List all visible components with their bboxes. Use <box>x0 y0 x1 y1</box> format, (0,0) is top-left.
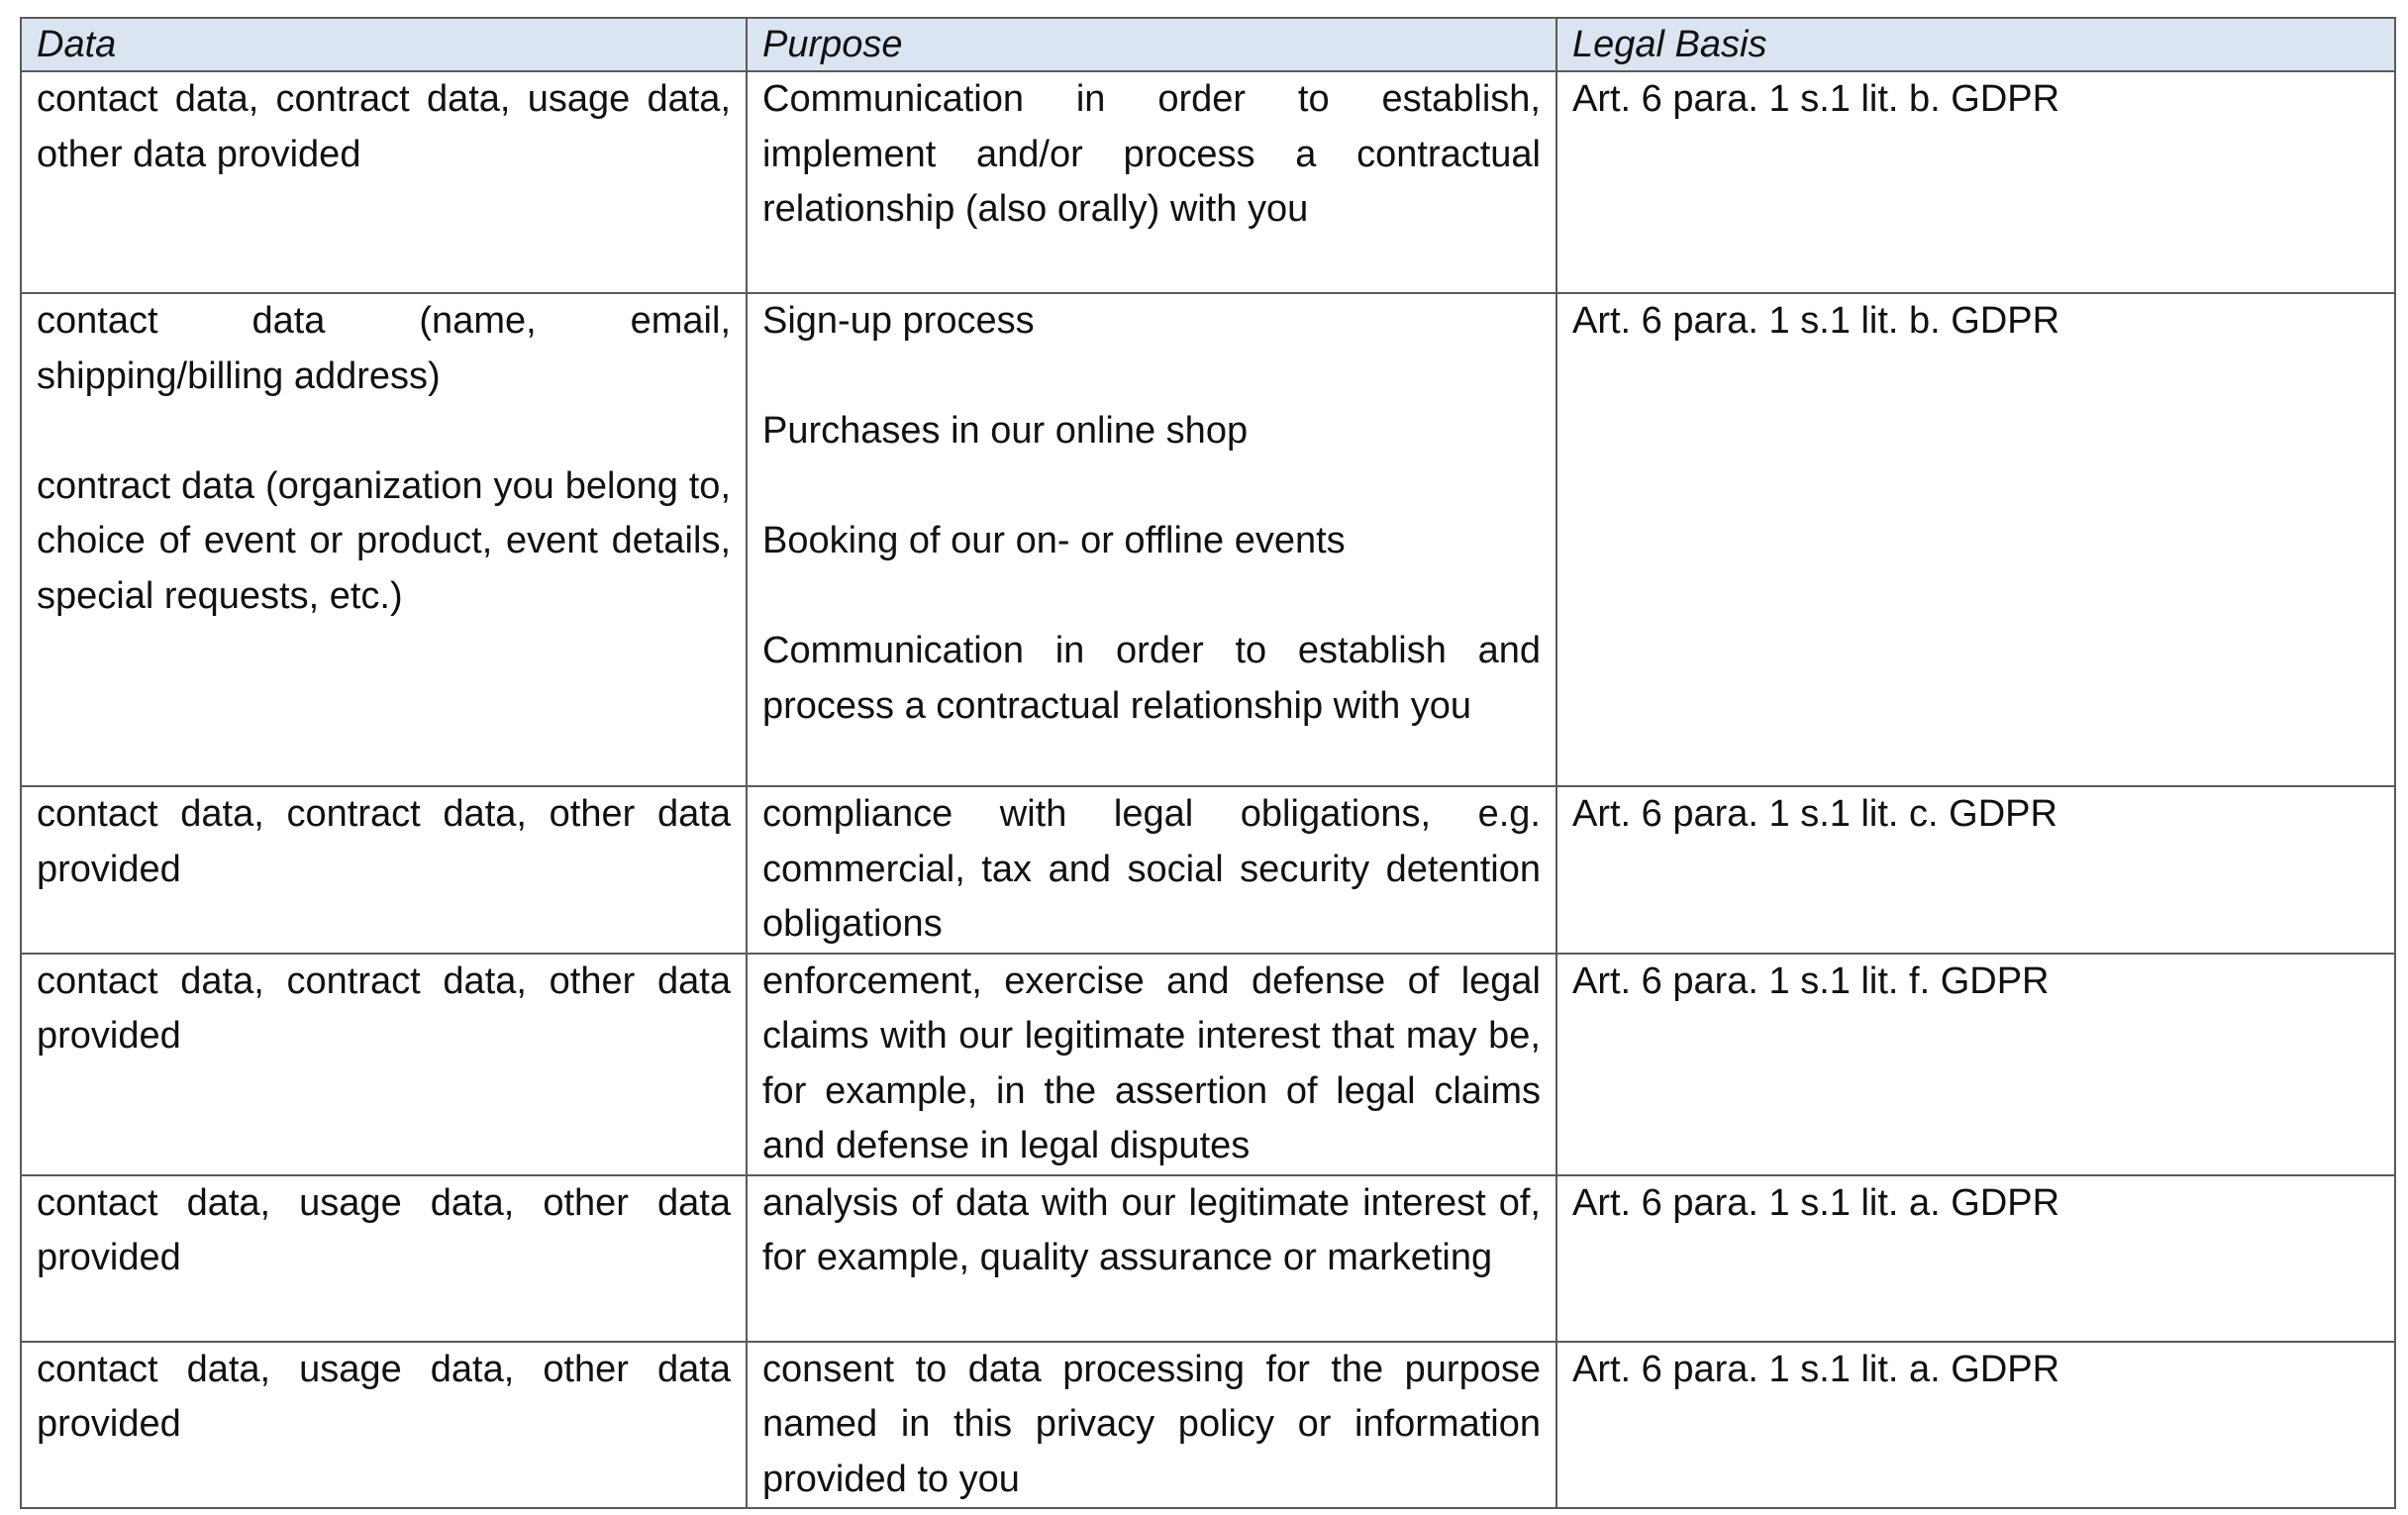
purpose-text: analysis of data with our legitimate interest of, for example, quality assurance or marketing <box>762 1181 1541 1278</box>
table-row <box>21 71 2395 293</box>
data-text: contact data, contract data, other data provided <box>37 793 731 890</box>
purpose-cell <box>747 954 1556 1175</box>
purpose-text: Sign-up process <box>762 300 1035 342</box>
data-cell <box>21 954 747 1175</box>
data-text: contract data (organization you belong to, choice of event or product, event details, special requests, etc.) <box>37 464 731 617</box>
purpose-text: Communication in order to establish and process a contractual relationship with you <box>762 630 1541 727</box>
legal-basis-cell: Art. 6 para. 1 s.1 lit. b. GDPR <box>1556 71 2395 293</box>
purpose-text: Purchases in our online shop <box>762 410 1249 452</box>
paragraph-gap <box>37 404 731 459</box>
paragraph-gap <box>762 350 1541 405</box>
header-row <box>21 18 2395 71</box>
purpose-cell <box>747 293 1556 786</box>
data-cell <box>21 71 747 293</box>
table-row <box>21 293 2395 786</box>
header-legal-basis: Legal Basis <box>1556 18 2395 71</box>
purpose-cell <box>747 1175 1556 1342</box>
purpose-cell <box>747 1342 1556 1509</box>
data-text: contact data, contract data, usage data, other data provided <box>37 78 731 175</box>
table-row <box>21 1342 2395 1509</box>
paragraph-gap <box>762 459 1541 515</box>
legal-basis-cell: Art. 6 para. 1 s.1 lit. a. GDPR <box>1556 1342 2395 1509</box>
data-cell <box>21 293 747 786</box>
purpose-text: consent to data processing for the purpose named in this privacy policy or information provided to you <box>762 1348 1541 1500</box>
table-row <box>21 1175 2395 1342</box>
data-text: contact data, usage data, other data provided <box>37 1181 731 1278</box>
legal-basis-cell: Art. 6 para. 1 s.1 lit. c. GDPR <box>1556 786 2395 954</box>
purpose-cell <box>747 786 1556 954</box>
purpose-text: compliance with legal obligations, e.g. commercial, tax and social security detention obligations <box>762 793 1541 945</box>
data-text: contact data, usage data, other data provided <box>37 1348 731 1445</box>
legal-basis-table <box>20 17 2396 1509</box>
purpose-cell <box>747 71 1556 293</box>
data-cell <box>21 1175 747 1342</box>
table-row <box>21 954 2395 1175</box>
purpose-text: Communication in order to establish, implement and/or process a contractual relationship (also orally) with you <box>762 78 1541 230</box>
paragraph-gap <box>762 569 1541 625</box>
table-header <box>21 18 2395 71</box>
legal-basis-cell: Art. 6 para. 1 s.1 lit. a. GDPR <box>1556 1175 2395 1342</box>
data-cell <box>21 1342 747 1509</box>
legal-basis-cell: Art. 6 para. 1 s.1 lit. f. GDPR <box>1556 954 2395 1175</box>
data-cell <box>21 786 747 954</box>
header-purpose: Purpose <box>747 18 1556 71</box>
purpose-text: enforcement, exercise and defense of legal claims with our legitimate interest that may be, for example, in the assertion of legal claims and defense in legal disputes <box>762 960 1541 1166</box>
table-row <box>21 786 2395 954</box>
legal-basis-cell: Art. 6 para. 1 s.1 lit. b. GDPR <box>1556 293 2395 786</box>
data-text: contact data (name, email, shipping/billing address) <box>37 300 731 397</box>
header-data: Data <box>21 18 747 71</box>
purpose-text: Booking of our on- or offline events <box>762 520 1346 561</box>
data-text: contact data, contract data, other data provided <box>37 960 731 1057</box>
table-body <box>21 71 2395 1508</box>
